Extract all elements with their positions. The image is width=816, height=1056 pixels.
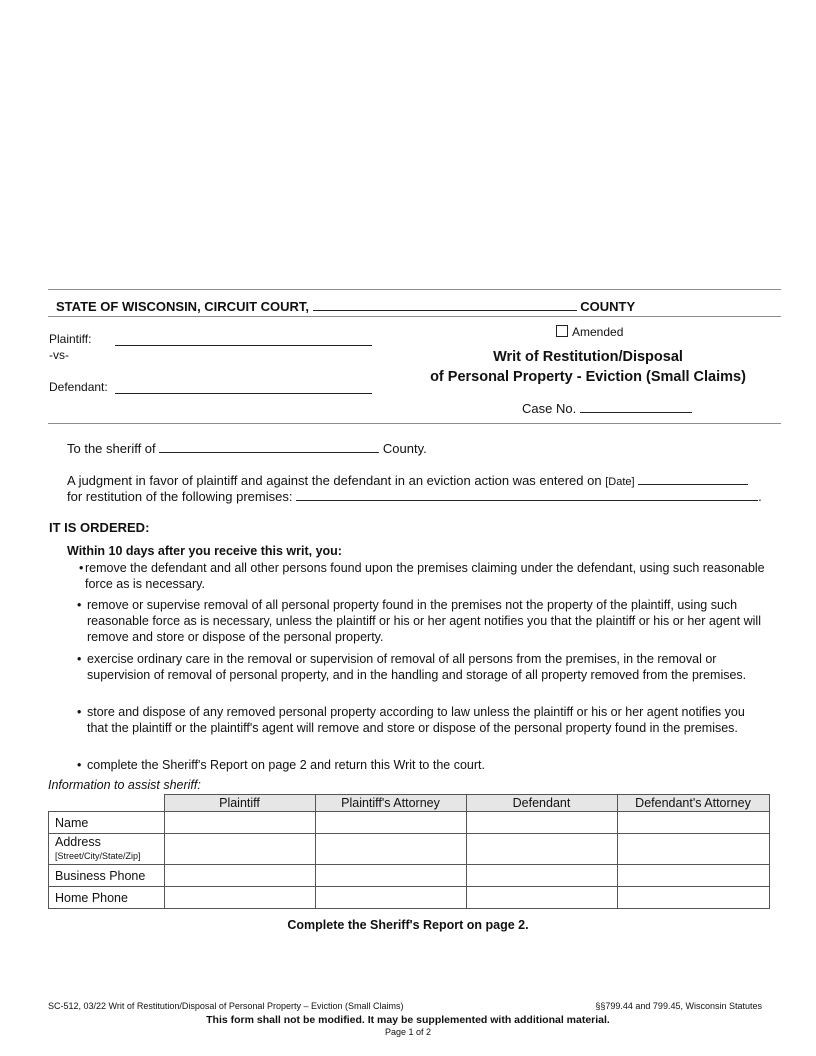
plaintiff-input[interactable] <box>115 333 372 346</box>
order-bullet <box>77 651 767 683</box>
case-no-input[interactable] <box>580 400 692 413</box>
table-cell[interactable] <box>617 812 769 834</box>
case-number <box>522 400 692 416</box>
table-cell[interactable] <box>164 812 315 834</box>
row-label <box>49 812 165 834</box>
table-cell[interactable] <box>164 834 315 865</box>
bullet-mark: • <box>77 705 82 719</box>
caption-rule <box>48 423 781 424</box>
court-prefix: STATE OF WISCONSIN, CIRCUIT COURT, <box>56 299 310 314</box>
footer-page: Page 1 of 2 <box>384 1027 432 1037</box>
row-label-text: Home Phone <box>55 890 128 905</box>
table-cell[interactable] <box>466 812 617 834</box>
table-cell[interactable] <box>617 865 769 887</box>
date-label: [Date] <box>605 476 635 488</box>
court-header <box>56 298 776 314</box>
order-bullet-text: remove or supervise removal of all personal property found in the premises not the property of the plaintiff, using such reasonable force as is necessary, unless the plaintiff or his or her agent notifies you that the plaintiff or his or her agent will remove and store or dispose of the personal property. <box>87 598 761 644</box>
table-row <box>49 812 770 834</box>
table-cell[interactable] <box>315 865 466 887</box>
table-cell[interactable] <box>617 834 769 865</box>
row-label-text: Name <box>55 815 89 830</box>
amended-label: Amended <box>572 325 624 339</box>
judgment-date-input[interactable] <box>638 472 748 485</box>
premises-input[interactable] <box>296 488 758 501</box>
row-label-text: Business Phone <box>55 868 146 883</box>
order-bullet <box>77 704 767 736</box>
order-bullet <box>77 757 767 773</box>
table-cell[interactable] <box>315 834 466 865</box>
sheriff-county-input[interactable] <box>159 440 379 453</box>
within-heading: Within 10 days after you receive this writ, you: <box>67 544 342 558</box>
footer-form-id: SC-512, 03/22 Writ of Restitution/Disposal of Personal Property – Eviction (Small Claims) <box>48 1001 404 1011</box>
plaintiff-label: Plaintiff: <box>49 332 92 346</box>
row-sublabel: [Street/City/State/Zip] <box>55 850 141 861</box>
table-cell[interactable] <box>315 812 466 834</box>
table-cell[interactable] <box>164 865 315 887</box>
col-header: Defendant's Attorney <box>617 795 769 812</box>
table-cell[interactable] <box>164 887 315 909</box>
order-bullet-text: exercise ordinary care in the removal or supervision of removal of all persons from the premises, in the removal or supervision of removal of personal property, and in the handling and storage of all property removed from the premises. <box>87 652 747 682</box>
table-row <box>49 887 770 909</box>
bullet-mark: • <box>77 652 82 666</box>
case-no-label: Case No. <box>522 401 577 416</box>
sheriff-suffix: County. <box>382 441 427 456</box>
defendant-label: Defendant: <box>49 380 108 394</box>
amended-option[interactable] <box>556 325 623 339</box>
bullet-mark: • <box>77 758 82 772</box>
table-cell[interactable] <box>466 834 617 865</box>
top-rule <box>48 289 781 290</box>
judgment-line2 <box>67 488 777 504</box>
order-bullet <box>79 560 769 592</box>
row-label-text: Address <box>55 834 101 849</box>
form-title-line1: Writ of Restitution/Disposal <box>493 349 683 365</box>
defendant-input[interactable] <box>115 381 372 394</box>
bullet-mark: • <box>79 561 84 575</box>
order-bullet-text: store and dispose of any removed personal property according to law unless the plaintiff or his or her agent notifies you that the plaintiff or the plaintiff's agent will remove and store or dispose of the personal property found in the premises. <box>87 705 745 735</box>
footer-notice: This form shall not be modified. It may be supplemented with additional material. <box>206 1014 610 1026</box>
table-header-row <box>49 795 770 812</box>
footer-statutes: §§799.44 and 799.45, Wisconsin Statutes <box>595 1001 762 1011</box>
row-label <box>49 865 165 887</box>
header-rule <box>48 316 781 317</box>
bullet-mark: • <box>77 598 82 612</box>
col-header: Defendant <box>466 795 617 812</box>
table-row <box>49 865 770 887</box>
vs-label: -vs- <box>49 348 69 362</box>
order-bullet <box>77 597 767 645</box>
order-bullet-text: remove the defendant and all other persons found upon the premises claiming under the defendant, using such reasonable force as is necessary. <box>85 561 765 591</box>
table-cell[interactable] <box>466 887 617 909</box>
form-title-line2: of Personal Property - Eviction (Small Claims) <box>430 369 746 385</box>
court-suffix: COUNTY <box>580 299 636 314</box>
judgment-text: A judgment in favor of plaintiff and against the defendant in an eviction action was entered on <box>67 473 602 488</box>
county-input[interactable] <box>313 298 577 311</box>
premises-period: . <box>758 489 762 504</box>
table-cell[interactable] <box>315 887 466 909</box>
ordered-heading: IT IS ORDERED: <box>49 520 150 535</box>
row-label <box>49 887 165 909</box>
sheriff-prefix: To the sheriff of <box>67 441 156 456</box>
table-cell[interactable] <box>617 887 769 909</box>
info-caption: Information to assist sheriff: <box>48 778 201 792</box>
amended-checkbox[interactable] <box>556 325 568 337</box>
order-bullet-text: complete the Sheriff's Report on page 2 and return this Writ to the court. <box>87 758 485 772</box>
col-header: Plaintiff's Attorney <box>315 795 466 812</box>
info-table <box>48 794 770 909</box>
sheriff-line <box>67 440 427 456</box>
premises-label: for restitution of the following premises: <box>67 489 293 504</box>
judgment-line1 <box>67 472 777 488</box>
table-row <box>49 834 770 865</box>
col-header: Plaintiff <box>164 795 315 812</box>
complete-note: Complete the Sheriff's Report on page 2. <box>287 918 529 932</box>
row-label <box>49 834 165 865</box>
table-cell[interactable] <box>466 865 617 887</box>
table-corner <box>49 795 165 812</box>
